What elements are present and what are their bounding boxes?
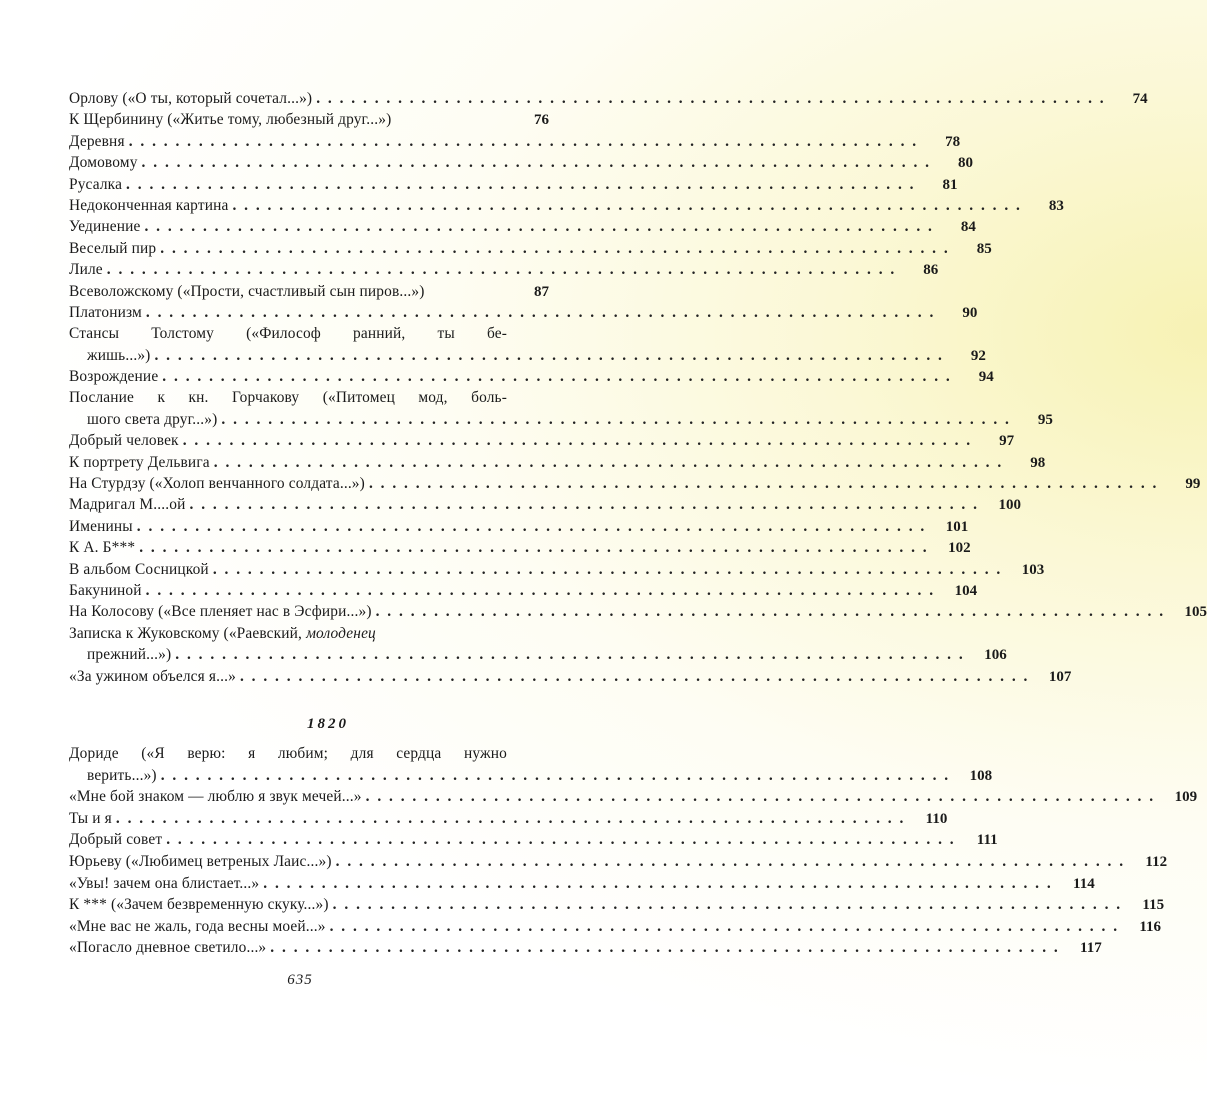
toc-entry: [69, 894, 1165, 916]
toc-entry: [69, 131, 961, 152]
toc-entry: [69, 452, 1046, 473]
toc-entry-title: «За ужином объелся я...»: [69, 667, 236, 685]
toc-entry-title: «Погасло дневное светило...»: [69, 939, 267, 957]
dot-leader: [217, 409, 1010, 430]
toc-entry-page: 94: [978, 369, 994, 386]
toc-entry: [69, 559, 1045, 580]
dot-leader: [150, 345, 943, 366]
toc-entry-title: Юрьеву («Любимец ветреных Лаис...»): [69, 852, 332, 870]
toc-entry-title: Деревня: [69, 132, 125, 150]
toc-entry-title-italic: молоденец: [306, 624, 376, 642]
toc-entry: [69, 937, 1102, 959]
toc-entry-title: Орлову («О ты, который сочетал...»): [69, 90, 313, 107]
toc-entry-title: Лиле: [69, 261, 103, 279]
toc-entry: [69, 808, 948, 830]
dot-leader: [259, 873, 1052, 895]
toc-entry: [69, 873, 1095, 895]
dot-leader: [138, 152, 931, 173]
dot-leader: [329, 894, 1122, 916]
toc-entry: [69, 409, 1053, 430]
dot-leader: [312, 88, 1105, 109]
dot-leader: [140, 216, 933, 237]
dot-leader: [125, 131, 918, 152]
toc-entry: [69, 829, 998, 851]
dot-leader: [365, 473, 1158, 494]
toc-entry-title: Послание к кн. Горчакову («Питомец мод, боль-: [69, 389, 507, 407]
toc-entry-title: Платонизм: [69, 303, 142, 321]
toc-entry: [69, 644, 1007, 665]
toc-entry-title: «Увы! зачем она блистает...»: [69, 874, 260, 892]
toc-entry-page: 103: [1021, 561, 1045, 578]
dot-leader: [157, 765, 950, 787]
dot-leader: [210, 452, 1003, 473]
dot-leader: [209, 559, 1002, 580]
toc-entry: [69, 494, 1021, 515]
toc-entry: [69, 387, 549, 408]
dot-leader: [133, 516, 926, 537]
toc-entry-title: Возрождение: [69, 368, 159, 386]
toc-entry-page: 86: [923, 262, 939, 279]
toc-entry-page: 99: [1185, 476, 1201, 493]
toc-entry-title: В альбом Сосницкой: [69, 560, 209, 578]
toc-entry-title: Бакуниной: [69, 581, 142, 599]
year-heading: 1820: [307, 716, 349, 732]
toc-entry: [69, 323, 549, 344]
dot-leader: [332, 851, 1125, 873]
toc-entry-title: верить...»): [87, 766, 157, 784]
toc-entry: [69, 601, 1207, 622]
toc-entry-title: Именины: [69, 517, 133, 535]
toc-entry: [69, 259, 939, 280]
toc-entry-title: Добрый человек: [69, 432, 179, 450]
toc-entry-page: 92: [970, 347, 986, 364]
toc-entry: [69, 473, 1201, 494]
dot-leader: [142, 580, 935, 601]
toc-entry: [69, 743, 549, 765]
dot-leader: [228, 195, 1021, 216]
toc-entry-page: 85: [976, 240, 992, 257]
dot-leader: [122, 174, 915, 195]
dot-leader: [158, 366, 951, 387]
toc-entry-page: 117: [1080, 940, 1102, 957]
toc-entry-page: 116: [1139, 918, 1162, 935]
toc-entry-page: 104: [954, 582, 978, 599]
dot-leader: [362, 786, 1155, 808]
toc-entry-title: На Колосову («Все пленяет нас в Эсфири...»): [69, 603, 372, 621]
toc-entry: [69, 152, 973, 173]
toc-entry-title: Мадригал М....ой: [69, 496, 186, 514]
toc-entry: [69, 366, 994, 387]
toc-entry-title: К портрету Дельвига: [69, 453, 210, 471]
toc-entry-page: 76: [534, 112, 549, 129]
dot-leader: [372, 601, 1165, 622]
toc-entry-title: жишь...»): [87, 346, 151, 364]
toc-entry-title: Стансы Толстому («Философ ранний, ты бе-: [69, 325, 507, 343]
toc-entry-title: Недоконченная картина: [69, 196, 229, 214]
toc-entry-page: 74: [1132, 91, 1148, 107]
toc-entry-page: 80: [957, 155, 973, 172]
toc-entry-page: 101: [945, 518, 969, 535]
toc-entry: [69, 580, 978, 601]
dot-leader: [179, 430, 972, 451]
toc-entry-title: К Щербинину («Житье тому, любезный друг...»): [69, 111, 392, 129]
toc-entry-page: 115: [1142, 897, 1165, 914]
toc-entry: [69, 786, 1198, 808]
toc-entry: [69, 516, 969, 537]
toc-entry: [69, 623, 549, 644]
toc-entry-title: Добрый совет: [69, 831, 163, 849]
toc-entry-page: 81: [942, 176, 958, 193]
toc-entry-page: 90: [962, 304, 978, 321]
dot-leader: [103, 259, 896, 280]
toc-entry: [69, 430, 1015, 451]
toc-entry-title: «Мне бой знаком — люблю я звук мечей...»: [69, 788, 362, 806]
toc-entry-title: На Стурдзу («Холоп венчанного солдата...»): [69, 475, 365, 493]
toc-entry-page: 102: [948, 540, 971, 557]
toc-entry: [69, 666, 1072, 687]
toc-entry: [69, 88, 1148, 109]
toc-entry-page: 95: [1037, 411, 1053, 428]
toc-entry-page: 111: [976, 832, 998, 849]
toc-entry-page: 107: [1048, 668, 1072, 685]
toc-entry-page: 78: [945, 133, 961, 150]
toc-entry-page: 106: [984, 647, 1007, 664]
toc-entry: [69, 765, 993, 787]
toc-entry-page: 83: [1048, 197, 1064, 214]
toc-entry-title: Ты и я: [69, 809, 112, 827]
toc-entry-title: Русалка: [69, 175, 123, 193]
dot-leader: [142, 302, 935, 323]
dot-leader: [326, 916, 1119, 938]
toc-entry-page: 112: [1145, 853, 1168, 870]
dot-leader: [236, 666, 1029, 687]
toc-entry-page: 97: [999, 433, 1015, 450]
dot-leader: [112, 808, 905, 830]
toc-entry: [69, 345, 986, 366]
toc-entry-page: 110: [925, 810, 948, 827]
toc-entry-title: К *** («Зачем безвременную скуку...»): [69, 896, 329, 914]
toc-entry: [69, 238, 992, 259]
toc-entry-title: Домовому: [69, 154, 138, 172]
toc-entry-page: 100: [998, 497, 1021, 514]
toc-entry: [69, 537, 971, 558]
toc-entry: [69, 916, 1162, 938]
toc-entry-title: шого света друг...»): [87, 410, 218, 428]
table-of-contents-after: [69, 743, 1198, 959]
toc-entry: [69, 281, 549, 302]
toc-entry-page: 84: [960, 219, 976, 236]
dot-leader: [186, 494, 979, 515]
toc-entry-title-text: Записка к Жуковскому («Раевский,: [69, 624, 307, 642]
toc-entry-page: 87: [534, 283, 549, 300]
toc-entry-page: 105: [1184, 604, 1207, 621]
toc-entry-title: Всеволожскому («Прости, счастливый сын пиров...»): [69, 282, 425, 300]
toc-entry-title: Дориде («Я верю: я любим; для сердца нужно: [69, 745, 507, 762]
toc-entry-title: «Мне вас не жаль, года весны моей...»: [69, 917, 326, 935]
toc-entry-page: 98: [1030, 454, 1046, 471]
toc-entry: [69, 109, 549, 130]
dot-leader: [171, 644, 964, 665]
toc-entry-page: 109: [1174, 789, 1198, 806]
toc-entry: [69, 195, 1064, 216]
toc-entry: [69, 216, 976, 237]
toc-entry: [69, 851, 1168, 873]
dot-leader: [135, 537, 928, 558]
toc-entry-page: 114: [1073, 875, 1095, 892]
page-number: 635: [287, 972, 313, 988]
dot-leader: [266, 937, 1059, 959]
toc-entry-page: 108: [969, 767, 993, 784]
toc-entry-title: прежний...»): [87, 646, 172, 664]
toc-entry-title: К А. Б***: [69, 539, 136, 557]
toc-entry-title: Веселый пир: [69, 239, 157, 257]
toc-entry-title: [69, 623, 507, 644]
toc-entry: [69, 302, 978, 323]
dot-leader: [162, 829, 955, 851]
toc-entry-title: Уединение: [69, 218, 141, 236]
table-of-contents-before: [69, 88, 1207, 687]
toc-entry: [69, 174, 958, 195]
dot-leader: [156, 238, 949, 259]
